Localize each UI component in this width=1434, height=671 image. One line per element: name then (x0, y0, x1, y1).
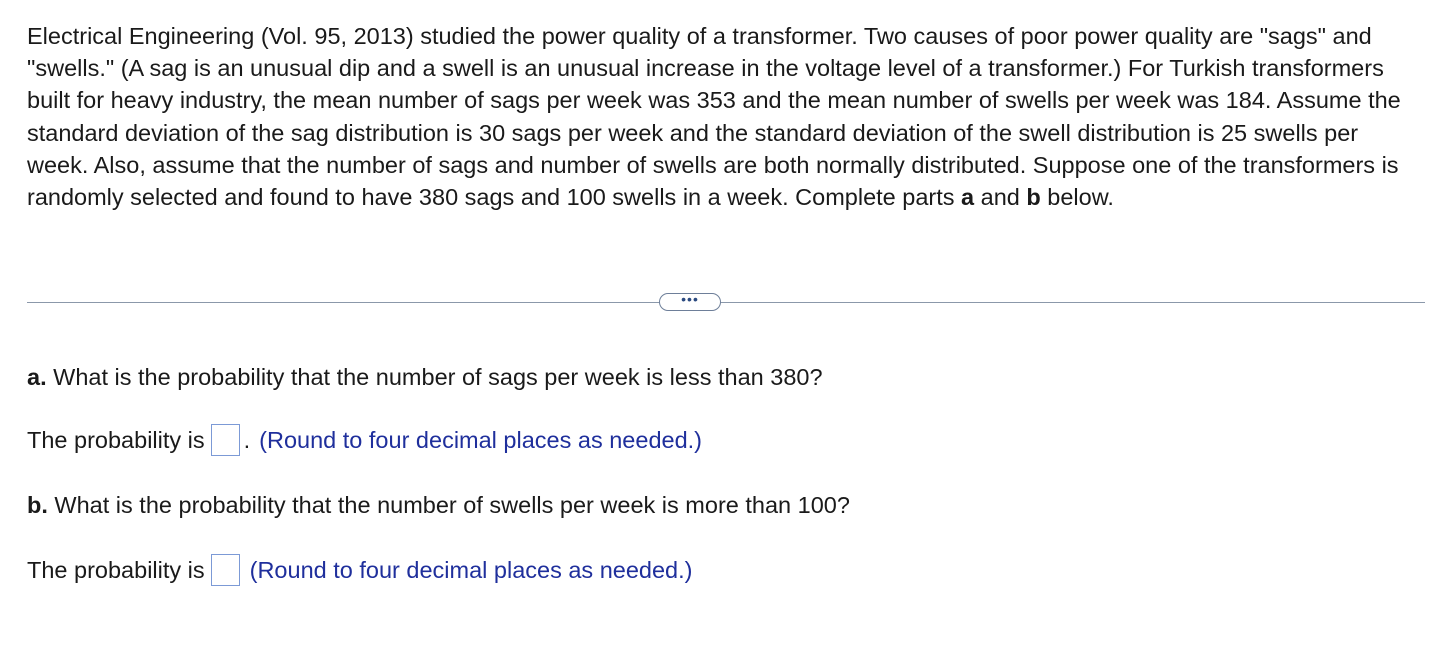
part-a-question-text: What is the probability that the number of sags per week is less than 380? (53, 364, 823, 390)
part-a-answer-input[interactable] (211, 424, 240, 456)
section-divider (27, 290, 1425, 314)
part-a-period: . (243, 427, 251, 453)
problem-text-end: below. (1047, 184, 1114, 211)
and-word: and (980, 184, 1020, 211)
part-b-rounding-hint: (Round to four decimal places as needed.) (249, 557, 693, 583)
part-b-question (27, 491, 850, 519)
part-a-answer-prefix: The probability is (27, 427, 205, 453)
part-a-question (27, 363, 823, 391)
part-b-label: b. (27, 492, 48, 518)
part-a-rounding-hint: (Round to four decimal places as needed.) (259, 427, 703, 453)
divider-line (27, 302, 1425, 303)
part-b-answer-input[interactable] (211, 554, 240, 586)
part-b-reference: b (1026, 184, 1041, 211)
expand-more-button[interactable]: ••• (659, 293, 721, 311)
problem-statement (27, 20, 1412, 213)
part-a-label: a. (27, 364, 47, 390)
part-b-answer-row (27, 554, 692, 586)
part-a-answer-row (27, 424, 702, 456)
part-b-question-text: What is the probability that the number of swells per week is more than 100? (54, 492, 850, 518)
problem-text-body: Electrical Engineering (Vol. 95, 2013) studied the power quality of a transformer. Two causes of poor power quality are "sags" and "swells." (A sag is an unusual dip and a swell is an unusual increase in the voltage level of a transformer.) For Turkish transformers built for heavy industry, the mean number of sags per week was 353 and the mean number of swells per week was 184. Assume the standard deviation of the sag distribution is 30 sags per week and the standard deviation of the swell distribution is 25 swells per week. Also, assume that the number of sags and number of swells are both normally distributed. Suppose one of the transformers is randomly selected and found to have 380 sags and 100 swells in a week. Complete parts (27, 23, 1401, 211)
part-a-reference: a (961, 184, 975, 211)
part-b-answer-prefix: The probability is (27, 557, 205, 583)
